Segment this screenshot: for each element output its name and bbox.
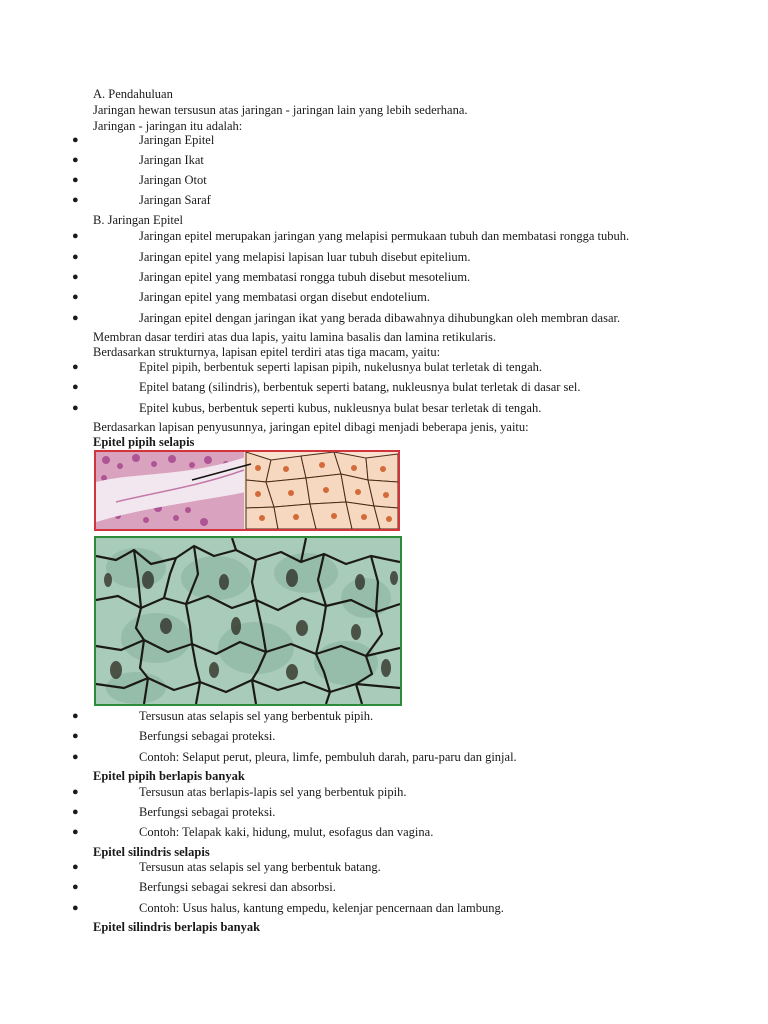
list-item: Epitel pipih, berbentuk seperti lapisan pipih, nukelusnya bulat terletak di tengah. xyxy=(139,360,543,374)
bullet-icon: ● xyxy=(72,174,79,186)
list-item: Jaringan epitel dengan jaringan ikat yang berada dibawahnya dihubungkan oleh membran dasar. xyxy=(139,311,621,325)
list-item: Jaringan epitel yang membatasi organ disebut endotelium. xyxy=(139,290,431,304)
list-item: Tersusun atas selapis sel yang berbentuk batang. xyxy=(139,860,381,874)
list-item: Jaringan epitel yang membatasi rongga tubuh disebut mesotelium. xyxy=(139,270,471,284)
bullet-icon: ● xyxy=(72,806,79,818)
list-item: Contoh: Usus halus, kantung empedu, kelenjar pencernaan dan lambung. xyxy=(139,901,504,915)
section-a-lead: Jaringan - jaringan itu adalah: xyxy=(93,119,243,133)
bullet-icon: ● xyxy=(72,361,79,373)
list-item: Berfungsi sebagai sekresi dan absorbsi. xyxy=(139,880,336,894)
section-a-heading: A. Pendahuluan xyxy=(93,87,173,101)
list-item: Epitel batang (silindris), berbentuk seperti batang, nukleusnya bulat terletak di dasar sel. xyxy=(139,380,581,394)
structure-lead: Berdasarkan strukturnya, lapisan epitel terdiri atas tiga macam, yaitu: xyxy=(93,345,441,359)
list-item: Tersusun atas berlapis-lapis sel yang berbentuk pipih. xyxy=(139,785,407,799)
section-b-heading: B. Jaringan Epitel xyxy=(93,213,183,227)
bullet-icon: ● xyxy=(72,154,79,166)
bullet-icon: ● xyxy=(72,291,79,303)
histology-image-green xyxy=(94,536,402,706)
bullet-icon: ● xyxy=(72,194,79,206)
list-item: Contoh: Selaput perut, pleura, limfe, pembuluh darah, paru-paru dan ginjal. xyxy=(139,750,517,764)
bullet-icon: ● xyxy=(72,786,79,798)
bullet-icon: ● xyxy=(72,312,79,324)
bullet-icon: ● xyxy=(72,826,79,838)
list-item: Jaringan epitel merupakan jaringan yang melapisi permukaan tubuh dan membatasi rongga tubuh. xyxy=(139,229,630,243)
section-a-intro: Jaringan hewan tersusun atas jaringan - jaringan lain yang lebih sederhana. xyxy=(93,103,468,117)
list-item: Berfungsi sebagai proteksi. xyxy=(139,729,276,743)
bullet-icon: ● xyxy=(72,251,79,263)
list-item: Jaringan Epitel xyxy=(139,133,215,147)
bullet-icon: ● xyxy=(72,881,79,893)
type-heading: Epitel pipih berlapis banyak xyxy=(93,769,245,783)
type-heading: Epitel silindris berlapis banyak xyxy=(93,920,261,934)
bullet-icon: ● xyxy=(72,230,79,242)
bullet-icon: ● xyxy=(72,751,79,763)
list-item: Jaringan epitel yang melapisi lapisan luar tubuh disebut epitelium. xyxy=(139,250,471,264)
type-heading: Epitel silindris selapis xyxy=(93,845,210,859)
list-item: Jaringan Otot xyxy=(139,173,207,187)
bullet-icon: ● xyxy=(72,402,79,414)
list-item: Jaringan Saraf xyxy=(139,193,211,207)
membrane-text: Membran dasar terdiri atas dua lapis, yaitu lamina basalis dan lamina retikularis. xyxy=(93,330,496,344)
bullet-icon: ● xyxy=(72,271,79,283)
list-item: Contoh: Telapak kaki, hidung, mulut, esofagus dan vagina. xyxy=(139,825,434,839)
bullet-icon: ● xyxy=(72,710,79,722)
list-item: Berfungsi sebagai proteksi. xyxy=(139,805,276,819)
histology-image-red xyxy=(94,450,400,531)
layer-lead: Berdasarkan lapisan penyusunnya, jaringan epitel dibagi menjadi beberapa jenis, yaitu: xyxy=(93,420,529,434)
bullet-icon: ● xyxy=(72,381,79,393)
bullet-icon: ● xyxy=(72,730,79,742)
list-item: Jaringan Ikat xyxy=(139,153,204,167)
bullet-icon: ● xyxy=(72,861,79,873)
type-heading: Epitel pipih selapis xyxy=(93,435,195,449)
bullet-icon: ● xyxy=(72,134,79,146)
list-item: Tersusun atas selapis sel yang berbentuk pipih. xyxy=(139,709,374,723)
bullet-icon: ● xyxy=(72,902,79,914)
list-item: Epitel kubus, berbentuk seperti kubus, nukleusnya bulat besar terletak di tengah. xyxy=(139,401,542,415)
